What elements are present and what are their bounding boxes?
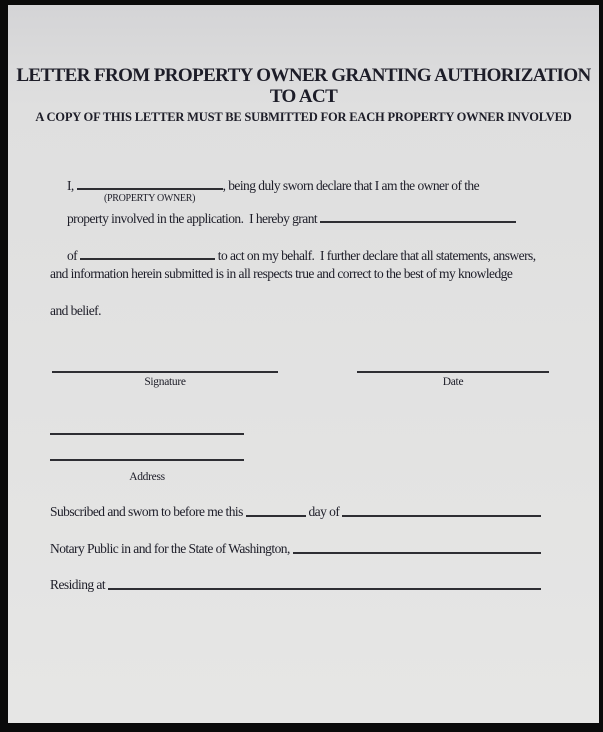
address-block (50, 419, 244, 483)
belief-line: and belief. (50, 303, 101, 318)
signature-date-row (52, 357, 549, 388)
grant-text: property involved in the application. I hereby grant (66, 211, 320, 226)
signature-field[interactable] (52, 357, 278, 373)
intro-prefix: I, (66, 178, 77, 193)
date-field[interactable] (357, 357, 549, 373)
of-suffix: to act on my behalf. I further declare that all statements, answers, (214, 248, 536, 263)
sworn-prefix: Subscribed and sworn to before me this (50, 504, 246, 519)
property-owner-field[interactable] (77, 177, 223, 204)
notary-name-field[interactable] (293, 543, 541, 554)
address-field-2[interactable] (50, 445, 244, 461)
address-field-1[interactable] (50, 419, 244, 435)
residing-line (50, 576, 541, 593)
signature-label: Signature (144, 376, 186, 388)
document-title: LETTER FROM PROPERTY OWNER GRANTING AUTHORIZATION (16, 65, 591, 86)
document-subtitle: A COPY OF THIS LETTER MUST BE SUBMITTED FOR EACH PROPERTY OWNER INVOLVED (35, 110, 572, 124)
signature-block (52, 357, 278, 388)
sworn-line (50, 503, 541, 520)
of-prefix: of (66, 248, 80, 263)
residing-prefix: Residing at (50, 577, 108, 592)
grantee-of-field[interactable] (80, 247, 215, 260)
date-block (357, 357, 549, 388)
document-title-line2: TO ACT (269, 86, 338, 107)
sworn-mid: day of (305, 504, 343, 519)
day-field[interactable] (246, 506, 306, 517)
address-label: Address (129, 471, 165, 483)
month-field[interactable] (342, 506, 541, 517)
notary-line (50, 540, 541, 557)
document-page (8, 5, 599, 723)
title-block (8, 65, 599, 125)
statement-line: and information herein submitted is in all respects true and correct to the best of my knowledge (50, 266, 513, 281)
intro-suffix: , being duly sworn declare that I am the owner of the (222, 178, 480, 193)
residing-at-field[interactable] (108, 579, 541, 590)
property-owner-caption: (PROPERTY OWNER) (103, 193, 196, 204)
grantee-name-field[interactable] (320, 210, 516, 223)
date-label: Date (442, 376, 464, 388)
notary-prefix: Notary Public in and for the State of Washington, (50, 541, 293, 556)
